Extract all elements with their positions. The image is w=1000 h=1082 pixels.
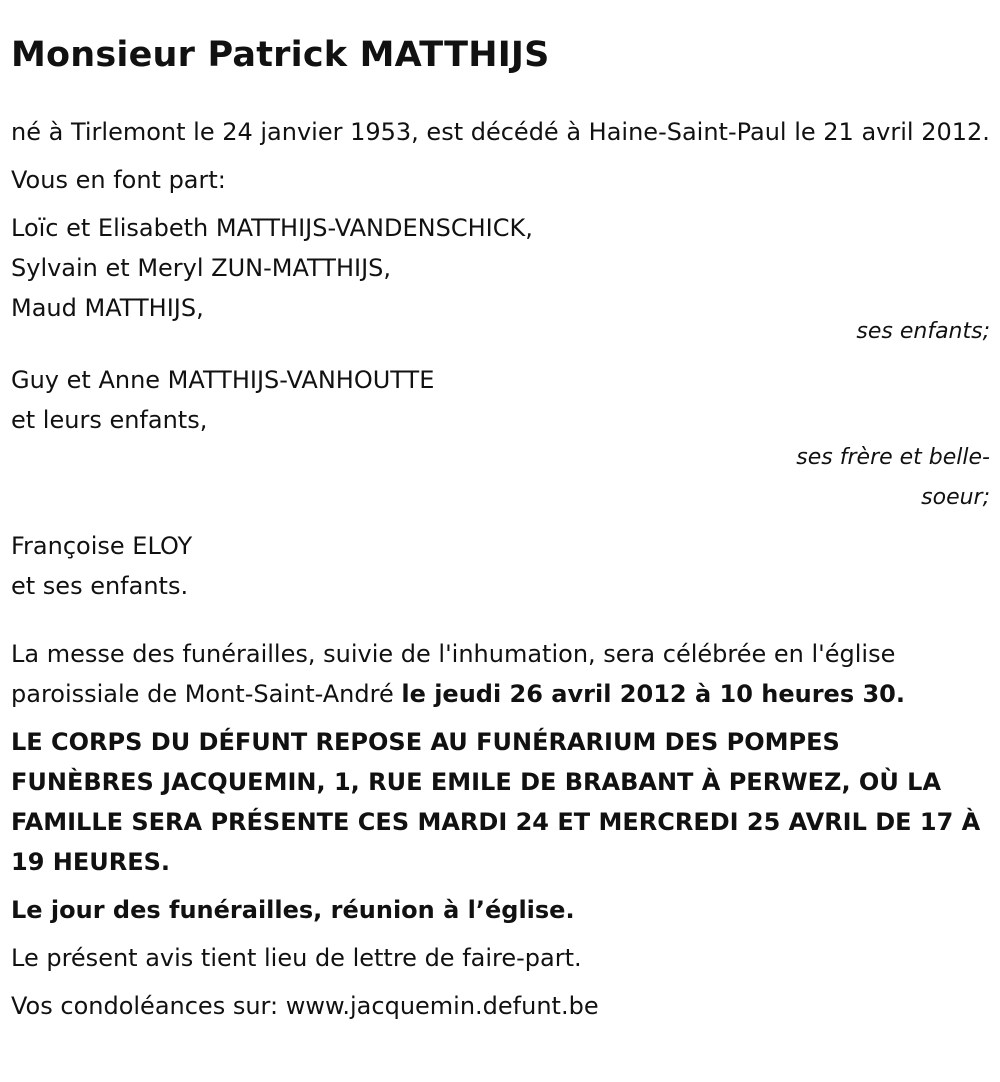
ceremony-date: le jeudi 26 avril 2012 à 10 heures 30. bbox=[401, 680, 905, 708]
funerarium-paragraph: LE CORPS DU DÉFUNT REPOSE AU FUNÉRARIUM DES POMPES FUNÈBRES JACQUEMIN, 1, RUE EMILE DE BRABANT À PERWEZ, OÙ LA FAMILLE SERA PRÉSENTE CES MARDI 24 ET MERCREDI 25 AVRIL DE 17 À 19 HEURES. bbox=[11, 728, 981, 876]
family-name-line: Françoise ELOY bbox=[11, 532, 193, 560]
family-name-line: Guy et Anne MATTHIJS-VANHOUTTE bbox=[11, 366, 435, 394]
siblings-list bbox=[11, 360, 990, 440]
siblings-relation-line: ses frère et belle- bbox=[796, 445, 990, 470]
notice-paragraph: Le présent avis tient lieu de lettre de faire-part. bbox=[11, 944, 582, 972]
other-family-list bbox=[11, 526, 990, 606]
children-list bbox=[11, 208, 990, 328]
family-name-line: Maud MATTHIJS, bbox=[11, 294, 204, 322]
family-name-line: et ses enfants. bbox=[11, 572, 189, 600]
condolences-paragraph: Vos condoléances sur: www.jacquemin.defunt.be bbox=[11, 992, 599, 1020]
intro-paragraph: né à Tirlemont le 24 janvier 1953, est décédé à Haine-Saint-Paul le 21 avril 2012. bbox=[11, 118, 990, 146]
siblings-relation bbox=[11, 438, 990, 518]
family-name-line: Sylvain et Meryl ZUN-MATTHIJS, bbox=[11, 254, 392, 282]
children-relation: ses enfants; bbox=[856, 319, 990, 344]
announce-label: Vous en font part: bbox=[11, 166, 226, 194]
meeting-paragraph: Le jour des funérailles, réunion à l’église. bbox=[11, 896, 575, 924]
family-name-line: Loïc et Elisabeth MATTHIJS-VANDENSCHICK, bbox=[11, 214, 533, 242]
ceremony-text: La messe des funérailles, suivie de l'inhumation, sera célébrée en l'église paroissiale de Mont-Saint-André bbox=[11, 640, 896, 708]
ceremony-paragraph bbox=[11, 634, 990, 714]
siblings-relation-line: soeur; bbox=[921, 485, 990, 510]
family-name-line: et leurs enfants, bbox=[11, 406, 208, 434]
page-title: Monsieur Patrick MATTHIJS bbox=[11, 35, 550, 75]
